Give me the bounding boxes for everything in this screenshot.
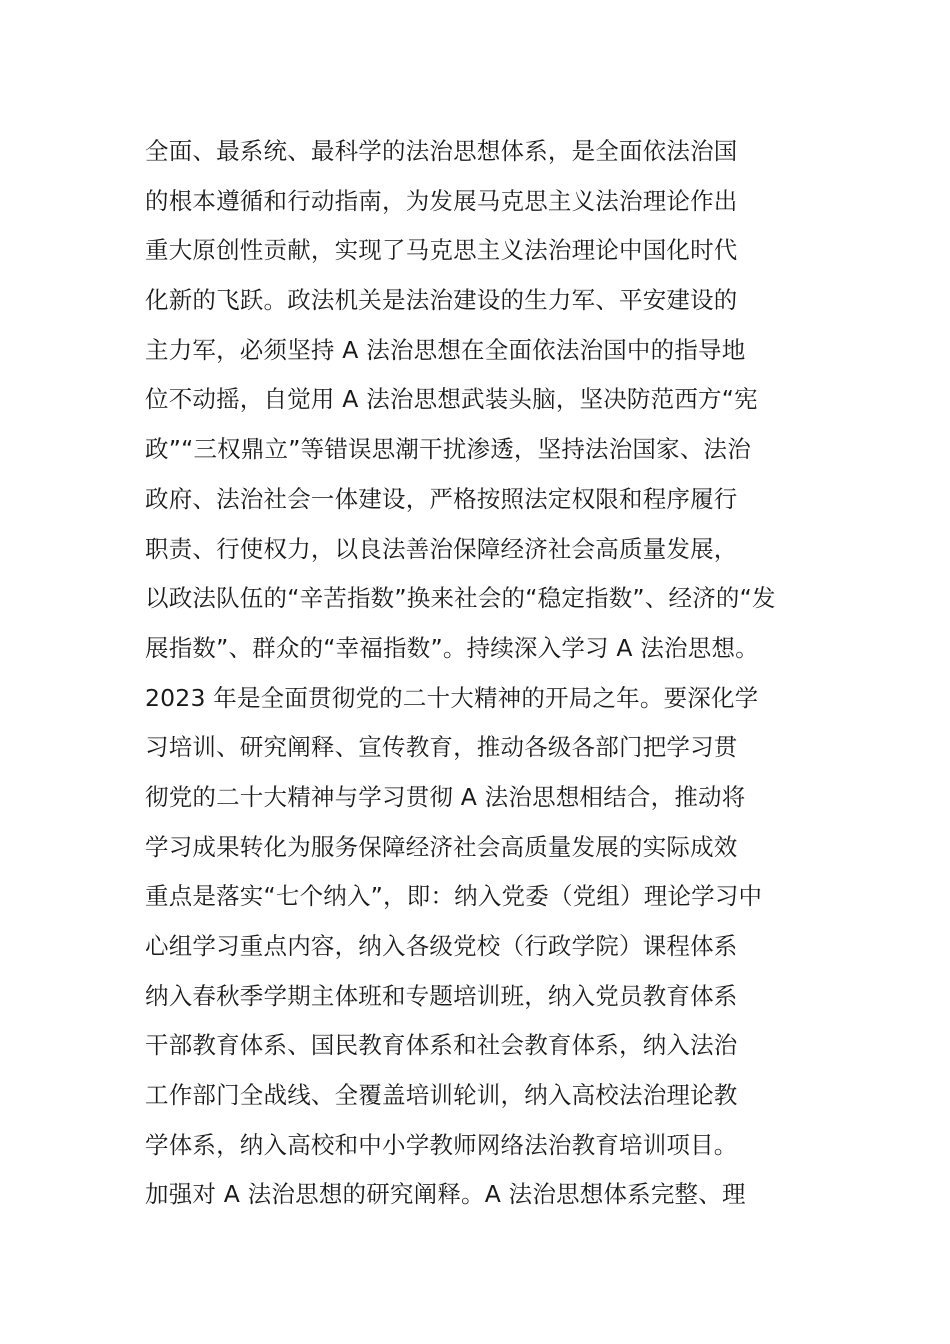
text-line: 展指数”、群众的“幸福指数”。持续深入学习 A 法治思想。 bbox=[145, 633, 759, 662]
text-line: 干部教育体系、国民教育体系和社会教育体系，纳入法治 bbox=[145, 1031, 738, 1060]
text-line: 政府、法治社会一体建设，严格按照法定权限和程序履行 bbox=[145, 484, 738, 513]
text-line: 重大原创性贡献，实现了马克思主义法治理论中国化时代 bbox=[145, 236, 738, 265]
text-line: 纳入春秋季学期主体班和专题培训班，纳入党员教育体系 bbox=[145, 981, 738, 1010]
text-line: 心组学习重点内容，纳入各级党校（行政学院）课程体系 bbox=[145, 932, 738, 960]
text-line: 工作部门全战线、全覆盖培训轮训，纳入高校法治理论教 bbox=[145, 1081, 738, 1110]
body-text bbox=[145, 127, 865, 1220]
text-line: 政”“三权鼎立”等错误思潮干扰渗透，坚持法治国家、法治 bbox=[145, 435, 751, 464]
text-line: 职责、行使权力，以良法善治保障经济社会高质量发展， bbox=[145, 534, 738, 563]
text-line: 学习成果转化为服务保障经济社会高质量发展的实际成效 bbox=[145, 832, 738, 861]
text-line: 重点是落实“七个纳入”，即：纳入党委（党组）理论学习中 bbox=[145, 882, 763, 911]
text-line: 主力军，必须坚持 A 法治思想在全面依法治国中的指导地 bbox=[145, 335, 746, 364]
text-line: 全面、最系统、最科学的法治思想体系，是全面依法治国 bbox=[145, 137, 738, 165]
text-line: 以政法队伍的“辛苦指数”换来社会的“稳定指数”、经济的“发 bbox=[145, 584, 776, 613]
text-line: 位不动摇，自觉用 A 法治思想武装头脑，坚决防范西方“宪 bbox=[145, 385, 758, 414]
text-line: 彻党的二十大精神与学习贯彻 A 法治思想相结合，推动将 bbox=[145, 782, 746, 811]
text-line: 习培训、研究阐释、宣传教育，推动各级各部门把学习贯 bbox=[145, 733, 738, 762]
text-line: 的根本遵循和行动指南，为发展马克思主义法治理论作出 bbox=[145, 186, 738, 215]
text-line: 化新的飞跃。政法机关是法治建设的生力军、平安建设的 bbox=[145, 286, 738, 315]
text-line: 加强对 A 法治思想的研究阐释。A 法治思想体系完整、理 bbox=[145, 1180, 746, 1209]
text-line: 2023 年是全面贯彻党的二十大精神的开局之年。要深化学 bbox=[145, 683, 759, 712]
text-line: 学体系，纳入高校和中小学教师网络法治教育培训项目。 bbox=[145, 1130, 738, 1159]
